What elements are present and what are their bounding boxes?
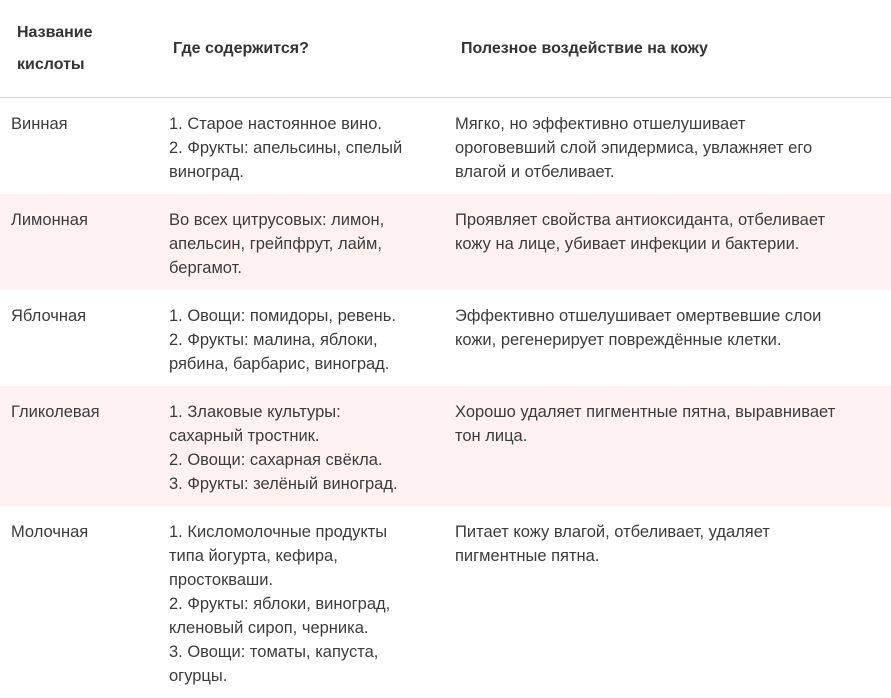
source-cell	[157, 506, 443, 698]
source-line: 2. Овощи: сахарная свёкла.	[169, 448, 433, 472]
effect-line: Питает кожу влагой, отбеливает, удаляет	[455, 520, 887, 544]
effect-line: Эффективно отшелушивает омертвевшие слои	[455, 304, 887, 328]
effect-cell	[443, 194, 891, 290]
source-line: типа йогурта, кефира,	[169, 544, 433, 568]
table-header	[0, 0, 891, 98]
effect-line: Проявляет свойства антиоксиданта, отбеливает	[455, 208, 887, 232]
effect-cell	[443, 506, 891, 698]
source-line: апельсин, грейпфрут, лайм,	[169, 232, 433, 256]
effect-line: влагой и отбеливает.	[455, 160, 887, 184]
effect-line: ороговевший слой эпидермиса, увлажняет его	[455, 136, 887, 160]
source-line: 1. Овощи: помидоры, ревень.	[169, 304, 433, 328]
table-body	[0, 98, 891, 698]
header-row	[0, 0, 891, 98]
source-line: простокваши.	[169, 568, 433, 592]
table-row	[0, 386, 891, 506]
effect-cell	[443, 98, 891, 195]
table-row	[0, 506, 891, 698]
acid-name-cell: Молочная	[0, 506, 157, 698]
table-row	[0, 194, 891, 290]
source-line: 3. Фрукты: зелёный виноград.	[169, 472, 433, 496]
source-line: рябина, барбарис, виноград.	[169, 352, 433, 376]
acid-name-cell: Лимонная	[0, 194, 157, 290]
source-line: сахарный тростник.	[169, 424, 433, 448]
source-cell	[157, 194, 443, 290]
effect-line: Хорошо удаляет пигментные пятна, выравнивает	[455, 400, 887, 424]
source-line: 3. Овощи: томаты, капуста,	[169, 640, 433, 664]
acid-name-cell: Яблочная	[0, 290, 157, 386]
header-source: Где содержится?	[157, 0, 443, 98]
header-effect: Полезное воздействие на кожу	[443, 0, 891, 98]
effect-line: Мягко, но эффективно отшелушивает	[455, 112, 887, 136]
source-line: 2. Фрукты: яблоки, виноград,	[169, 592, 433, 616]
effect-line: пигментные пятна.	[455, 544, 887, 568]
source-line: виноград.	[169, 160, 433, 184]
source-cell	[157, 98, 443, 195]
acid-name-cell: Гликолевая	[0, 386, 157, 506]
source-line: 1. Злаковые культуры:	[169, 400, 433, 424]
header-acid-name-line1: Название	[17, 17, 157, 49]
source-line: кленовый сироп, черника.	[169, 616, 433, 640]
effect-line: тон лица.	[455, 424, 887, 448]
table-row	[0, 98, 891, 195]
effect-cell	[443, 386, 891, 506]
acid-name-cell: Винная	[0, 98, 157, 195]
effect-line: кожи, регенерирует повреждённые клетки.	[455, 328, 887, 352]
source-line: 2. Фрукты: апельсины, спелый	[169, 136, 433, 160]
source-line: огурцы.	[169, 664, 433, 688]
source-line: 1. Старое настоянное вино.	[169, 112, 433, 136]
table-row	[0, 290, 891, 386]
source-line: Во всех цитрусовых: лимон,	[169, 208, 433, 232]
source-cell	[157, 290, 443, 386]
effect-cell	[443, 290, 891, 386]
source-line: 1. Кисломолочные продукты	[169, 520, 433, 544]
effect-line: кожу на лице, убивает инфекции и бактерии.	[455, 232, 887, 256]
source-line: бергамот.	[169, 256, 433, 280]
source-line: 2. Фрукты: малина, яблоки,	[169, 328, 433, 352]
header-acid-name-line2: кислоты	[17, 49, 157, 81]
header-acid-name	[0, 0, 157, 98]
source-cell	[157, 386, 443, 506]
